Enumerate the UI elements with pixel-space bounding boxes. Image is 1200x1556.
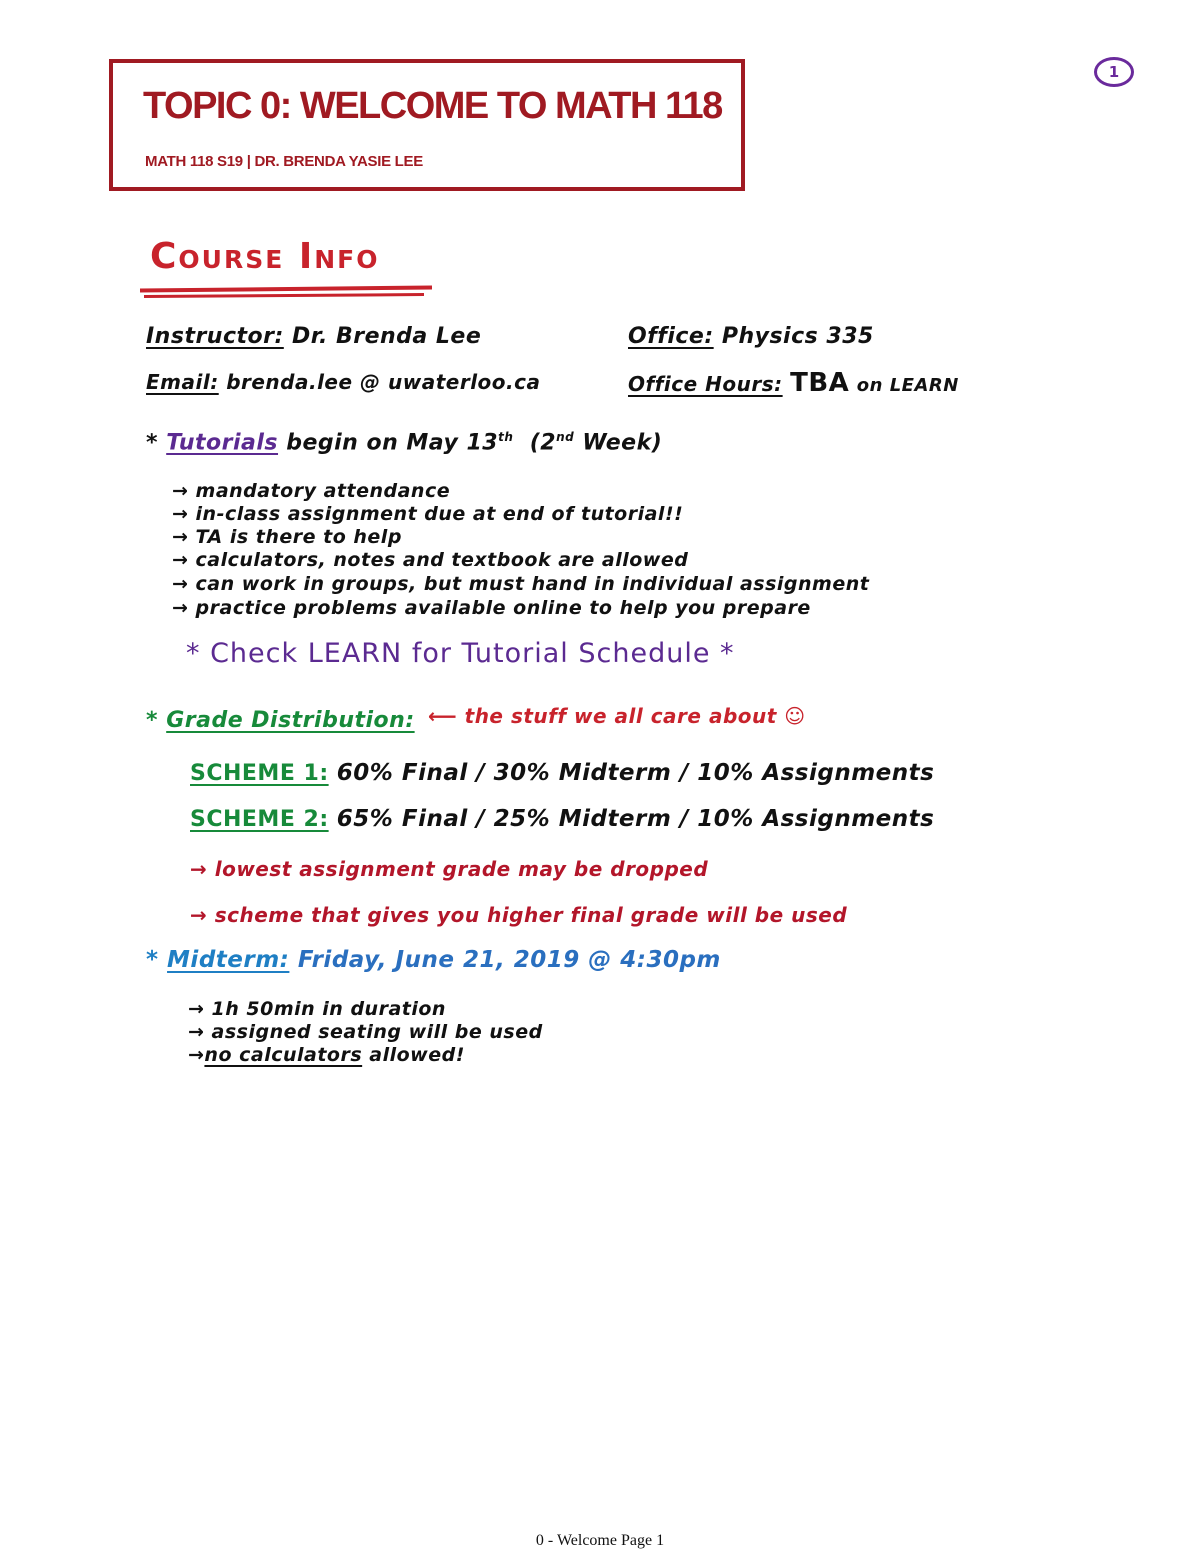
heading-underline (140, 285, 432, 292)
no-calculators-text: no calculators (204, 1044, 363, 1066)
office-hours-row (628, 368, 959, 398)
scheme-2-row (190, 806, 934, 832)
list-item: → TA is there to help (172, 526, 402, 548)
list-item: → mandatory attendance (172, 480, 451, 502)
grade-aside: ⟵ the stuff we all care about ☺ (428, 704, 806, 728)
scheme-1-row (190, 760, 934, 786)
email-label: Email: (146, 370, 219, 394)
grade-note-1: → lowest assignment grade may be dropped (190, 857, 709, 881)
list-item: → practice problems available online to help you prepare (172, 597, 811, 619)
tutorials-week-close: Week) (582, 430, 663, 456)
page-footer: 0 - Welcome Page 1 (535, 1532, 665, 1549)
tutorials-sup-th: th (498, 430, 514, 444)
scheme-1-value: 60% Final / 30% Midterm / 10% Assignments (336, 760, 935, 786)
list-item: → assigned seating will be used (188, 1021, 543, 1043)
list-item: → in-class assignment due at end of tutorial!! (172, 503, 684, 525)
email-row (146, 370, 540, 394)
title-box (109, 59, 745, 191)
grade-note-2: → scheme that gives you higher final grade will be used (190, 903, 848, 927)
check-learn-note: * Check LEARN for Tutorial Schedule * (186, 638, 735, 669)
instructor-label: Instructor: (146, 324, 284, 349)
list-item: → calculators, notes and textbook are allowed (172, 549, 689, 571)
email-value: brenda.lee @ uwaterloo.ca (226, 370, 541, 394)
midterm-row (146, 947, 721, 973)
midterm-label: Midterm: (167, 947, 290, 973)
midterm-value: Friday, June 21, 2019 @ 4:30pm (297, 947, 721, 973)
tutorials-label: Tutorials (166, 430, 279, 456)
instructor-row (146, 324, 481, 349)
tutorials-week-open: (2 (529, 430, 557, 456)
arrow-icon: → (188, 1044, 205, 1066)
course-subtitle: MATH 118 S19 | DR. BRENDA YASIE LEE (145, 153, 423, 170)
tutorials-sup-nd: nd (556, 430, 575, 444)
tutorials-row (146, 430, 662, 455)
tutorials-start-text: begin on May 13 (286, 430, 499, 456)
page-title: TOPIC 0: WELCOME TO MATH 118 (143, 85, 722, 127)
heading-underline-2 (144, 293, 424, 298)
list-item: → can work in groups, but must hand in individual assignment (172, 573, 870, 595)
scheme-1-label: SCHEME 1: (190, 761, 329, 786)
star-icon: * (146, 947, 159, 973)
office-hours-label: Office Hours: (628, 372, 783, 396)
list-item: → 1h 50min in duration (188, 998, 446, 1020)
grade-distribution-row (146, 708, 415, 733)
office-label: Office: (628, 324, 714, 349)
scheme-2-value: 65% Final / 25% Midterm / 10% Assignments (336, 806, 935, 832)
scheme-2-label: SCHEME 2: (190, 807, 329, 832)
office-row (628, 324, 874, 349)
allowed-text: allowed! (369, 1044, 465, 1066)
page-number-badge: 1 (1094, 57, 1134, 87)
instructor-value: Dr. Brenda Lee (291, 324, 482, 349)
office-hours-value: TBA (790, 368, 850, 398)
grade-distribution-label: Grade Distribution: (166, 708, 415, 733)
list-item (188, 1044, 465, 1067)
section-heading-course-info: Course Info (150, 236, 380, 277)
office-hours-suffix: on LEARN (856, 375, 959, 396)
star-icon: * (146, 430, 159, 456)
star-icon: * (146, 708, 159, 733)
office-value: Physics 335 (721, 324, 874, 349)
